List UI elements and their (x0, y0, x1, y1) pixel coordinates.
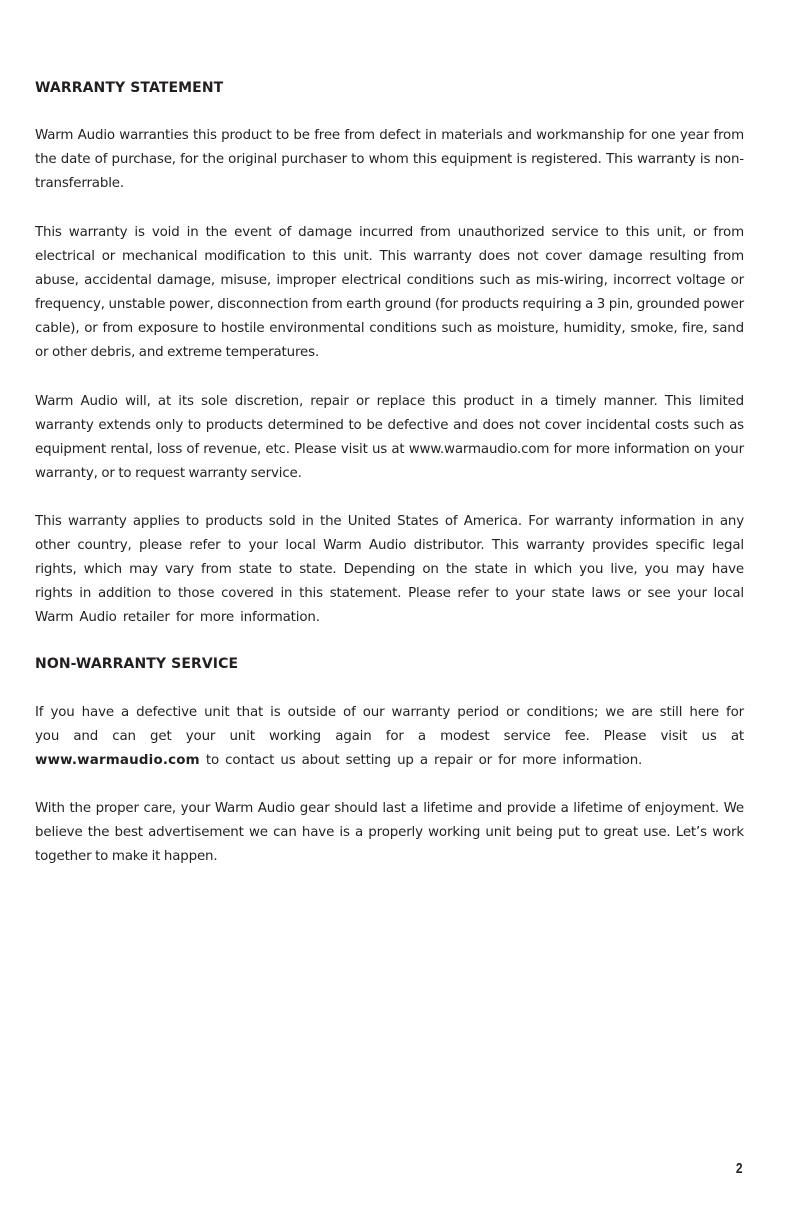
warmaudio-website-link[interactable]: www.warmaudio.com (35, 753, 200, 768)
non-warranty-service-heading: NON-WARRANTY SERVICE (35, 656, 239, 672)
warranty-paragraph-repair: Warm Audio will, at its sole discretion, repair or replace this product in a timely manner. This limited warranty extends only to products determined to be defective and does not cover incidental costs such as equipment rental, loss of revenue, etc. Please visit us at www.warmaudio.com for more information on your warranty, or to request warranty service. (35, 394, 744, 481)
warranty-statement-heading: WARRANTY STATEMENT (35, 80, 224, 96)
warranty-paragraph-void-conditions: This warranty is void in the event of damage incurred from unauthorized service to this unit, or from electrical or mechanical modification to this unit. This warranty does not cover damage resulting from abuse, accidental damage, misuse, improper electrical conditions such as mis-wiring, incorrect voltage or frequency, unstable power, disconnection from earth ground (for products requiring a 3 pin, grounded power cable), or from exposure to hostile environmental conditions such as moisture, humidity, smoke, fire, sand or other debris, and extreme temperatures. (35, 225, 744, 360)
warranty-paragraph-jurisdiction: This warranty applies to products sold in the United States of America. For warranty information in any other country, please refer to your local Warm Audio distributor. This warranty provides specific legal rights, which may vary from state to state. Depending on the state in which you live, you may have rights in addition to those covered in this statement. Please refer to your state laws or see your local Warm Audio retailer for more information. (35, 514, 744, 625)
non-warranty-paragraph-care: With the proper care, your Warm Audio gear should last a lifetime and provide a lifetime of enjoyment. We believe the best advertisement we can have is a properly working unit being put to great use. Let’s work together to make it happen. (35, 801, 744, 864)
service-text-before-link: If you have a defective unit that is outside of our warranty period or conditions; we are still here for you and can get your unit working again for a modest service fee. Please visit us at (35, 705, 744, 744)
non-warranty-paragraph-service (35, 701, 744, 773)
service-text-after-link: to contact us about setting up a repair or for more information. (199, 753, 643, 768)
warranty-paragraph-coverage: Warm Audio warranties this product to be free from defect in materials and workmanship for one year from the date of purchase, for the original purchaser to whom this equipment is registered. This warranty is non-transferrable. (35, 128, 744, 191)
page-number: 2 (735, 1160, 743, 1177)
